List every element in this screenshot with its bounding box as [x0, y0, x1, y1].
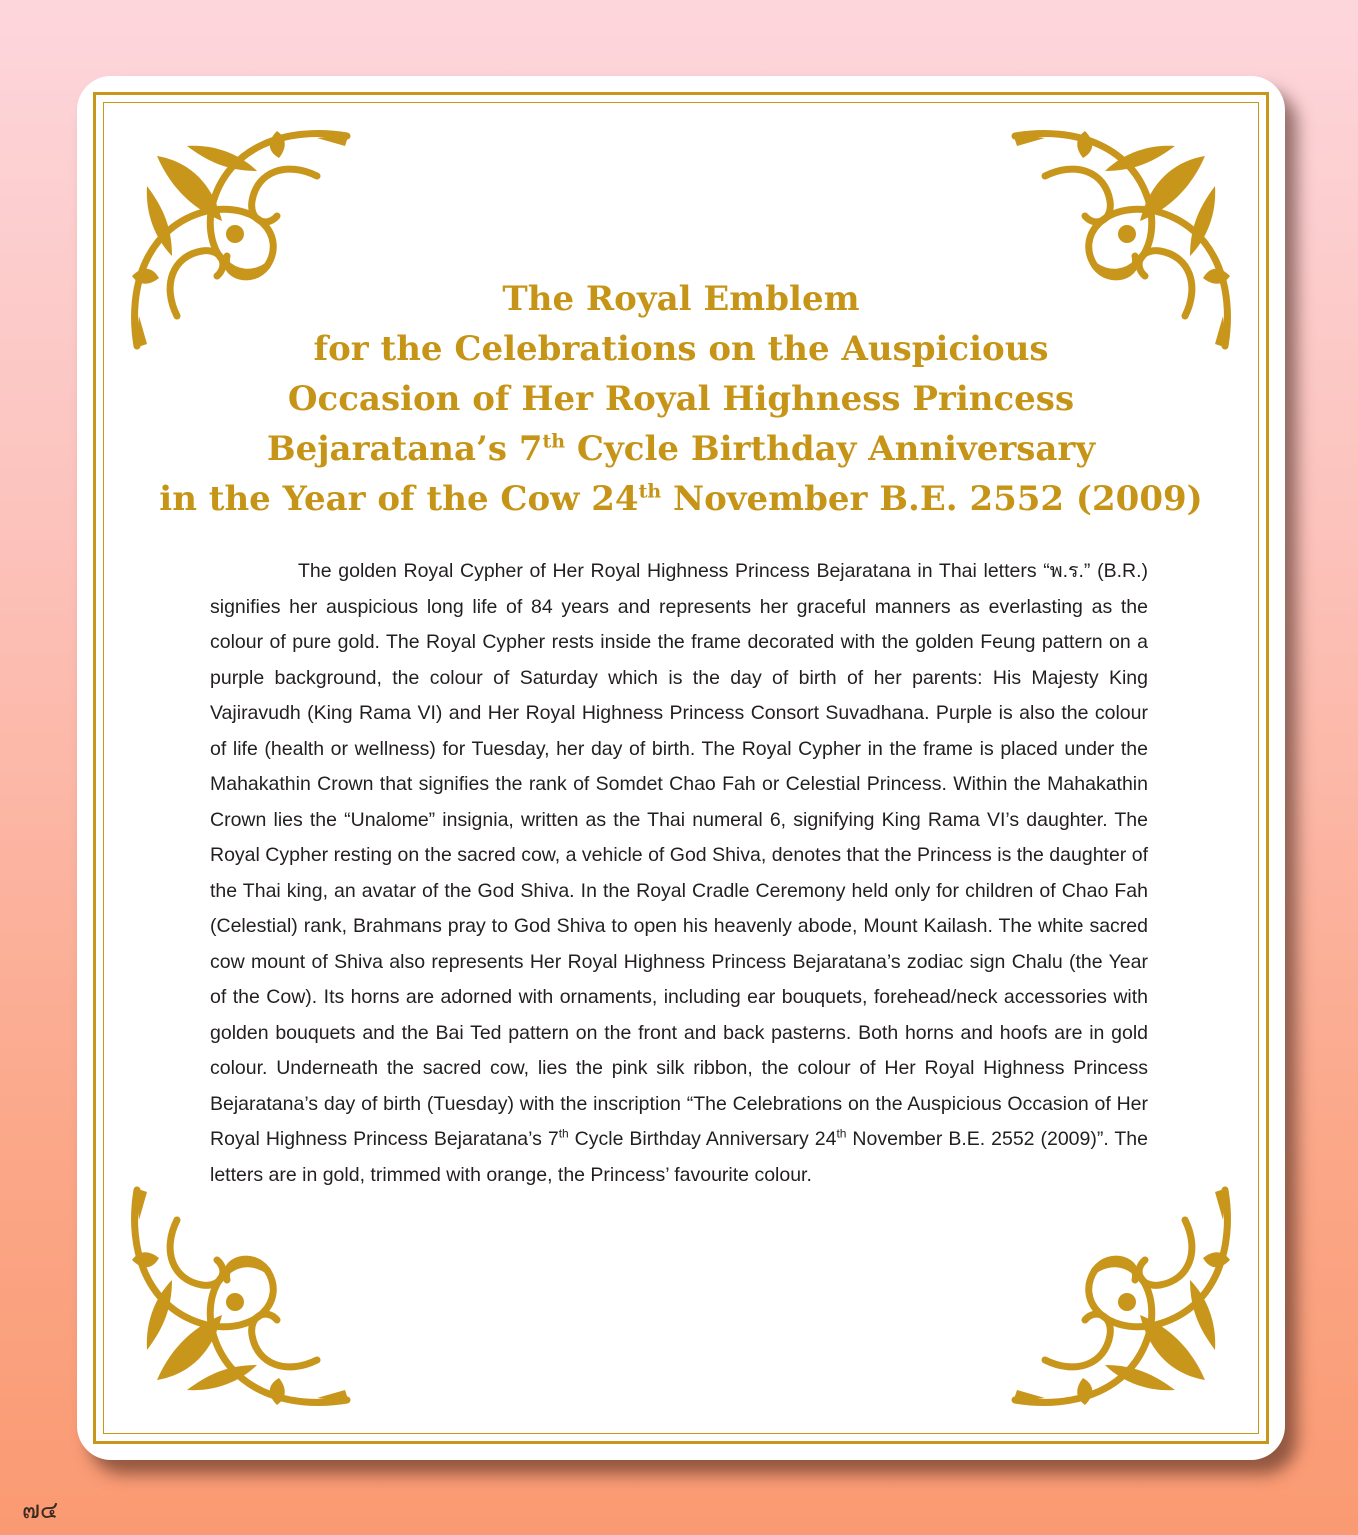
body-ordinal-2: th	[836, 1126, 847, 1141]
page-title	[77, 274, 1285, 524]
title-line-4-text: Bejaratana’s 7	[266, 429, 543, 469]
title-line-5-ordinal: th	[638, 480, 662, 503]
corner-flourish-icon	[1005, 1180, 1245, 1420]
title-line-5-text: in the Year of the Cow 24	[159, 479, 639, 519]
body-ordinal-1: th	[558, 1126, 569, 1141]
title-line-1: The Royal Emblem	[502, 279, 860, 319]
title-line-5-rest: November B.E. 2552 (2009)	[661, 479, 1203, 519]
body-paragraph	[210, 554, 1148, 1193]
title-line-3: Occasion of Her Royal Highness Princess	[287, 379, 1075, 419]
corner-flourish-icon	[117, 1180, 357, 1420]
body-paragraph-end: November B.E. 2552 (2009)”. The letters are in gold, trimmed with orange, the Princess’ favourite colour.	[210, 1128, 1148, 1186]
title-line-4-rest: Cycle Birthday Anniversary	[565, 429, 1096, 469]
title-line-2: for the Celebrations on the Auspicious	[313, 329, 1049, 369]
title-line-5	[77, 474, 1285, 524]
body-paragraph-main: The golden Royal Cypher of Her Royal Highness Princess Bejaratana in Thai letters “พ.ร.” (B.R.) signifies her auspicious long life of 84 years and represents her graceful manners as everlasting as the colour of pure gold. The Royal Cypher rests inside the frame decorated with the golden Feung pattern on a purple background, the colour of Saturday which is the day of birth of her parents: His Majesty King Vajiravudh (King Rama VI) and Her Royal Highness Princess Consort Suvadhana. Purple is also the colour of life (health or wellness) for Tuesday, her day of birth. The Royal Cypher in the frame is placed under the Mahakathin Crown that signifies the rank of Somdet Chao Fah or Celestial Princess. Within the Mahakathin Crown lies the “Unalome” insignia, written as the Thai numeral 6, signifying King Rama VI’s daughter. The Royal Cypher resting on the sacred cow, a vehicle of God Shiva, denotes that the Princess is the daughter of the Thai king, an avatar of the God Shiva. In the Royal Cradle Ceremony held only for children of Chao Fah (Celestial) rank, Brahmans pray to God Shiva to open his heavenly abode, Mount Kailash. The white sacred cow mount of Shiva also represents Her Royal Highness Princess Bejaratana’s zodiac sign Chalu (the Year of the Cow). Its horns are adorned with ornaments, including ear bouquets, forehead/neck accessories with golden bouquets and the Bai Ted pattern on the front and back pasterns. Both horns and hoofs are in gold colour. Underneath the sacred cow, lies the pink silk ribbon, the colour of Her Royal Highness Princess Bejaratana’s day of birth (Tuesday) with the inscription “The Celebrations on the Auspicious Occasion of Her Royal Highness Princess Bejaratana’s 7	[210, 560, 1148, 1150]
content-card	[77, 76, 1285, 1460]
body-paragraph-mid: Cycle Birthday Anniversary 24	[568, 1128, 837, 1150]
title-line-4-ordinal: th	[542, 430, 566, 453]
body-text	[210, 554, 1148, 1193]
page-number: ๗๔	[22, 1496, 59, 1524]
title-line-4	[77, 424, 1285, 474]
